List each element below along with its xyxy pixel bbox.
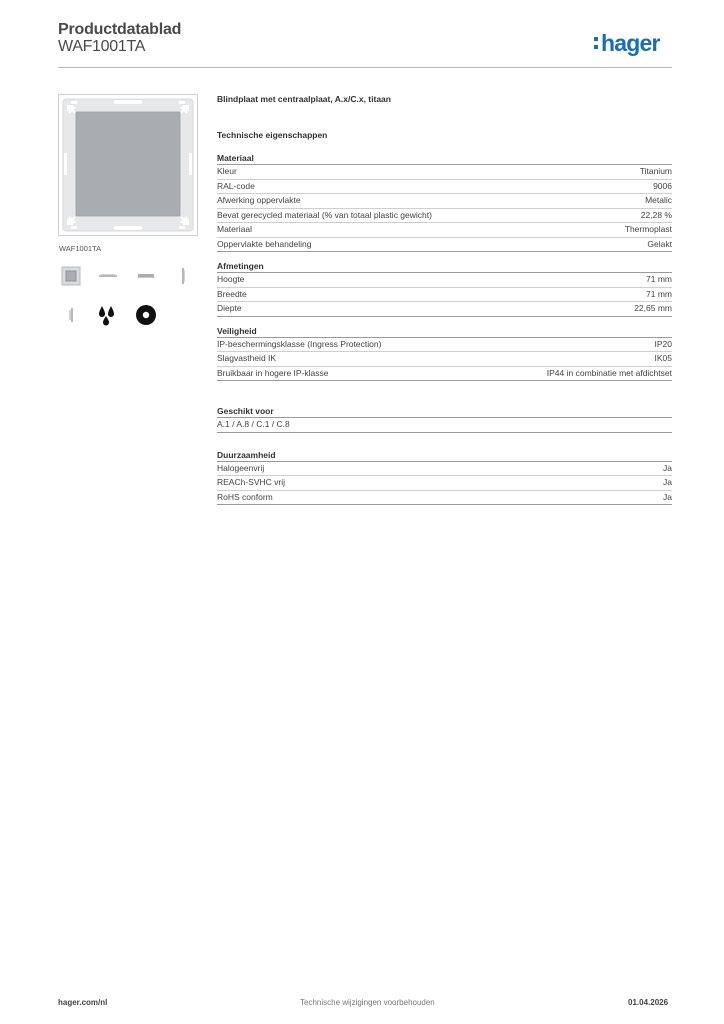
section-title: Afmetingen [217, 252, 672, 273]
section-title: Duurzaamheid [217, 441, 672, 462]
row-label: Bruikbaar in hogere IP-klasse [217, 367, 329, 378]
row-value: IP44 in combinatie met afdichtset [546, 367, 672, 378]
logo-text: hager [601, 29, 660, 56]
table-row [217, 209, 672, 224]
footer-disclaimer: Technische wijzigingen voorbehouden [300, 998, 435, 1007]
row-label: Halogeenvrij [217, 462, 265, 473]
header-divider [58, 67, 672, 68]
section-title: Materiaal [217, 144, 672, 165]
section-duurzaamheid [217, 441, 672, 506]
row-label: RAL-code [217, 180, 255, 191]
row-value: 22,28 % [640, 209, 672, 220]
row-value: Ja [663, 491, 672, 502]
section-veiligheid [217, 317, 672, 382]
row-value: 71 mm [646, 274, 672, 284]
product-code: WAF1001TA [58, 38, 146, 55]
row-value: IK05 [654, 353, 672, 363]
footer-website-link[interactable]: hager.com/nl [58, 998, 108, 1007]
product-description: Blindplaat met centraalplaat, A.x/C.x, titaan [217, 94, 391, 104]
hager-logo [594, 28, 660, 58]
section-title: Veiligheid [217, 317, 672, 338]
row-label: Diepte [217, 303, 242, 313]
row-label: REACh-SVHC vrij [217, 477, 286, 487]
table-row [217, 476, 672, 491]
row-label: Slagvastheid IK [217, 353, 277, 363]
section-afmetingen [217, 252, 672, 317]
table-row [217, 238, 672, 253]
table-row [217, 352, 672, 367]
table-row [217, 194, 672, 209]
row-value: 22,65 mm [634, 303, 672, 313]
properties-heading: Technische eigenschappen [217, 130, 328, 140]
side-view-flat-icon [97, 265, 119, 287]
section-title: Geschikt voor [217, 397, 672, 418]
row-label: Afwerking oppervlakte [217, 195, 301, 205]
row-value: Metalic [645, 195, 672, 205]
row-label: RoHS conform [217, 491, 273, 502]
table-row [217, 180, 672, 195]
row-value: Thermoplast [624, 224, 672, 234]
page-title: Productdatablad [58, 21, 182, 38]
row-label: Oppervlakte behandeling [217, 238, 312, 249]
footer-date: 01.04.2026 [628, 998, 669, 1007]
row-value: IP20 [654, 338, 672, 349]
row-label: Hoogte [217, 274, 245, 284]
table-row [217, 418, 672, 433]
product-image [58, 94, 198, 236]
row-label: Materiaal [217, 224, 252, 234]
row-label: A.1 / A.8 / C.1 / C.8 [217, 419, 290, 429]
table-row [217, 462, 672, 477]
image-caption: WAF1001TA [59, 244, 102, 253]
row-label: Kleur [217, 166, 237, 176]
section-geschikt-voor [217, 397, 672, 433]
side-view-flush-icon [135, 265, 157, 287]
row-label: Breedte [217, 288, 247, 299]
technical-content [217, 94, 672, 505]
row-label: IP-beschermingsklasse (Ingress Protection) [217, 338, 382, 349]
drop-protection-icon [97, 304, 119, 326]
table-row [217, 273, 672, 288]
row-label: Bevat gerecycled materiaal (% van totaal plastic gewicht) [217, 209, 432, 220]
table-row [217, 491, 672, 506]
edge-profile-left-icon [60, 304, 82, 326]
blank-plate-illustration [59, 95, 197, 235]
section-materiaal [217, 144, 672, 252]
row-value: Ja [663, 462, 672, 473]
round-seal-icon [135, 304, 157, 326]
row-value: 71 mm [646, 288, 672, 299]
row-value: 9006 [653, 180, 672, 191]
row-value: Titanium [639, 166, 672, 176]
table-row [217, 338, 672, 353]
table-row [217, 165, 672, 180]
row-value: Ja [663, 477, 672, 487]
table-row [217, 288, 672, 303]
logo-colon-icon [594, 37, 598, 49]
table-row [217, 223, 672, 238]
product-view-icon [60, 265, 82, 287]
table-row [217, 367, 672, 382]
table-row [217, 302, 672, 317]
edge-profile-icon [172, 265, 194, 287]
row-value: Gelakt [647, 238, 672, 249]
